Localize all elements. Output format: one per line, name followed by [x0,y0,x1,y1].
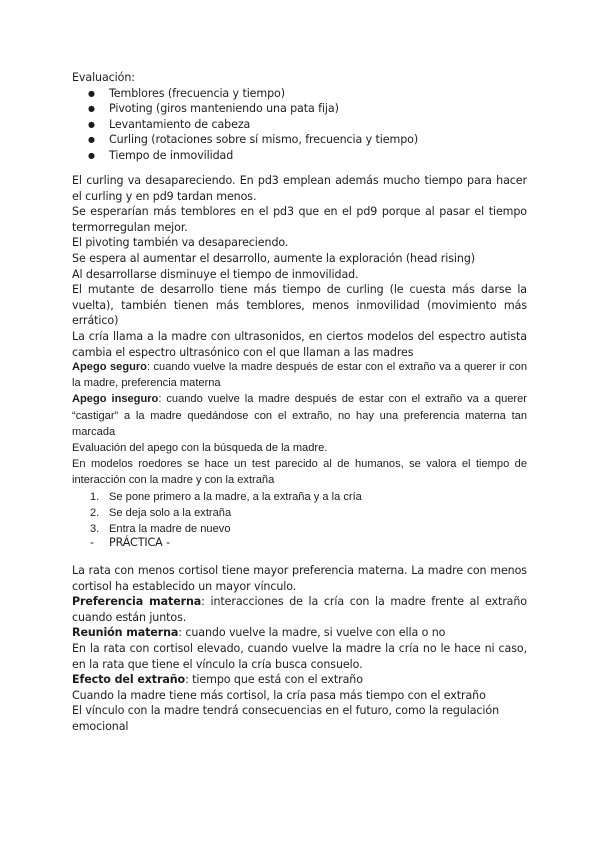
paragraph: En modelos roedores se hace un test parecido al de humanos, se valora el tiempo de interacción con la madre y con la extraña [72,458,527,487]
list-item: ● Curling (rotaciones sobre sí mismo, frecuencia y tiempo) [88,132,527,148]
paragraph [72,594,527,625]
definition-text: : tiempo que está con el extraño [185,673,363,687]
list-item: ● Tiempo de inmovilidad [88,148,527,164]
practica-heading [72,535,527,551]
definition-text: : cuando vuelve la madre después de estar con el extraño va a querer “castigar” a la madre quedándose con el extraño, no hay una preferencia materna tan marcada [72,393,527,438]
definition-text: : interacciones de la cría con la madre frente al extraño cuando están juntos. [72,595,527,624]
paragraph: La rata con menos cortisol tiene mayor preferencia materna. La madre con menos cortisol ha establecido un mayor vínculo. [72,564,527,593]
term-secure: Apego seguro [72,361,147,373]
list-item: ● Temblores (frecuencia y tiempo) [88,86,527,102]
paragraph: El mutante de desarrollo tiene más tiempo de curling (le cuesta más darse la vuelta), también tienen más temblores, menos inmovilidad (movimiento más errático) [72,283,527,328]
observations-section [72,173,527,360]
paragraph [72,359,527,391]
paragraph: Se espera al aumentar el desarrollo, aumente la exploración (head rising) [72,251,475,265]
list-number: 3. [90,523,100,536]
paragraph: Evaluación del apego con la búsqueda de la madre. [72,442,328,455]
evaluation-section [72,70,527,164]
paragraph [72,625,527,641]
list-text: Entra la madre de nuevo [109,523,231,536]
paragraph: Al desarrollarse disminuye el tiempo de inmovilidad. [72,267,359,281]
paragraph: En la rata con cortisol elevado, cuando vuelve la madre la cría no le hace ni caso, en la rata que tiene el vínculo la cría busca consuelo. [72,641,527,671]
steps-list [72,489,527,538]
term-reunion: Reunión materna [72,626,179,640]
evaluation-heading: Evaluación: [72,71,135,84]
paragraph: Se esperarían más temblores en el pd3 que en el pd9 porque al pasar el tiempo termorregulan mejor. [72,205,527,234]
section-title: PRÁCTICA - [109,536,171,549]
paragraph [72,672,527,688]
list-item [90,489,527,505]
paragraph [72,391,527,440]
paragraph: El vínculo con la madre tendrá consecuencias en el futuro, como la regulación emocional [72,704,500,733]
attachment-section [72,359,527,537]
paragraph: La cría llama a la madre con ultrasonidos, en ciertos modelos del espectro autista cambia el espectro ultrasónico con el que llaman a las madres [72,329,527,359]
results-section [72,563,527,735]
list-item [90,505,527,521]
list-text: Se pone primero a la madre, a la extraña y a la cría [109,490,362,503]
paragraph: El curling va desapareciendo. En pd3 emplean además mucho tiempo para hacer el curling y en pd9 tardan menos. [72,174,527,203]
list-item: ● Levantamiento de cabeza [88,117,527,133]
list-item: ● Pivoting (giros manteniendo una pata fija) [88,101,527,117]
definition-text: : cuando vuelve la madre después de estar con el extraño va a querer ir con la madre, preferencia materna [72,361,527,390]
list-text: Se deja solo a la extraña [109,506,232,519]
term-stranger-effect: Efecto del extraño [72,673,186,687]
dash-marker: - [90,536,94,549]
definition-text: : cuando vuelve la madre, si vuelve con ella o no [178,626,446,640]
paragraph: El pivoting también va desapareciendo. [72,236,289,250]
list-number: 1. [90,490,100,503]
evaluation-list [72,86,527,164]
term-insecure: Apego inseguro [72,393,159,406]
list-number: 2. [90,506,100,519]
paragraph: Cuando la madre tiene más cortisol, la cría pasa más tiempo con el extraño [72,688,486,702]
term-preference: Preferencia materna [72,595,202,609]
